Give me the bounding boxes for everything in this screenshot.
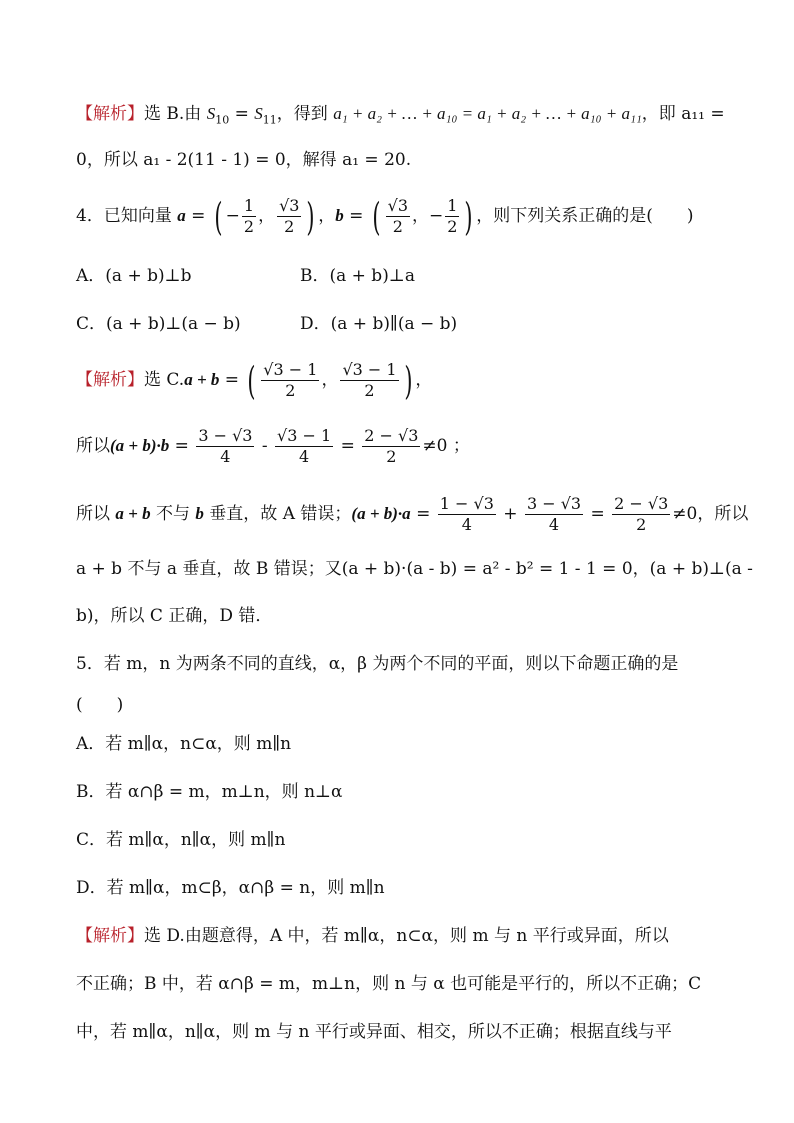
option-4b: B．(a + b)⊥a [300,266,415,286]
option-4c: C．(a + b)⊥(a − b) [76,314,241,334]
fraction: $\frac{√3 - 1}{2}$ [342,360,397,400]
fraction: $\frac{√3 - 1}{4}$ [277,426,332,466]
fraction: $\frac{√3 - 1}{2}$ [263,360,318,400]
solution-4-line-5: b)，所以 C 正确，D 错． [76,606,273,626]
solution-line-1: 【解析】选 B.由 $S_{10} = S_{11}$，得到 a₁ + a₂ + … + a₁₀ = a₁ + a₂ + … + a₁₀ + a₁₁，即 a₁₁ = [76,104,725,127]
question-5-stem-2: ( ) [76,695,124,715]
solution-4-line-3: 所以 a + b 不与 b 垂直，故 A 错误；(a + b)·a = $\frac{1 - √3}{4}$ + $\frac{3 - √3}{4}$ = $\frac{2 - √3}{2}$ ≠0，所以 [76,494,749,534]
fraction: $\frac{1 - √3}{4}$ [439,494,494,534]
fraction: $\frac{3 - √3}{4}$ [526,494,582,534]
fraction: $\frac{2 - √3}{2}$ [614,494,669,534]
question-4-stem: 4．已知向量 a = ( − $\frac{1}{2}$ ， $\frac{√3}{2}$ ) ，b = ( $\frac{√3}{2}$ ，− $\frac{1}{2}$ ) ，则下列关系正确的是( ) [76,194,694,239]
option-5a: A．若 m∥α，n⊂α，则 m∥n [76,734,292,754]
option-4a: A．(a + b)⊥b [76,266,192,286]
question-5-stem-1: 5．若 m，n 为两条不同的直线，α，β 为两个不同的平面，则以下命题正确的是 [76,654,679,674]
fraction: $\frac{1}{2}$ [243,196,255,236]
fraction: $\frac{√3}{2}$ [279,196,300,236]
solution-4-line-4: a + b 不与 a 垂直，故 B 错误；又(a + b)·(a - b) = a² - b² = 1 - 1 = 0，(a + b)⊥(a - [76,559,753,579]
option-5b: B．若 α∩β = m，m⊥n，则 n⊥α [76,782,343,802]
solution-5-line-1: 【解析】选 D.由题意得，A 中，若 m∥α，n⊂α，则 m 与 n 平行或异面，所以 [76,926,669,946]
solution-5-line-2: 不正确；B 中，若 α∩β = m，m⊥n，则 n 与 α 也可能是平行的，所以不正确；C [76,974,702,994]
fraction: $\frac{2 - √3}{2}$ [364,426,419,466]
fraction: $\frac{√3}{2}$ [387,196,409,236]
solution-5-line-3: 中，若 m∥α，n∥α，则 m 与 n 平行或异面、相交，所以不正确；根据直线与平 [76,1022,672,1042]
solution-4-line-2: 所以(a + b)·b = $\frac{3 - √3}{4}$ - $\frac{√3 - 1}{4}$ = $\frac{2 - √3}{2}$ ≠0 ； [76,426,470,466]
fraction: $\frac{3 - √3}{4}$ [198,426,253,466]
solution-line-2: 0，所以 a₁ - 2(11 - 1) = 0，解得 a₁ = 20. [76,150,412,170]
analysis-tag: 【解析】 [76,104,144,124]
solution-4-line-1: 【解析】选 C.a + b = ( $\frac{√3 - 1}{2}$ ， $\frac{√3 - 1}{2}$ ) ， [76,358,433,403]
option-5c: C．若 m∥α，n∥α，则 m∥n [76,830,286,850]
option-4d: D．(a + b)∥(a − b) [300,314,458,334]
fraction: $\frac{1}{2}$ [447,196,458,236]
option-5d: D．若 m∥α，m⊂β，α∩β = n，则 m∥n [76,878,385,898]
